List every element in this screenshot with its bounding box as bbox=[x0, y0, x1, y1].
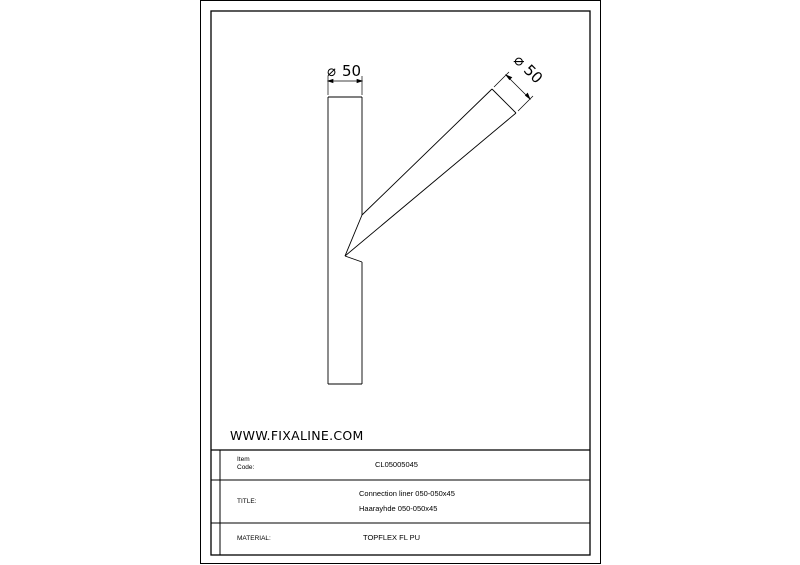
item-code-label-line1: Item bbox=[237, 456, 250, 463]
inner-border bbox=[211, 11, 590, 555]
website-url: WWW.FIXALINE.COM bbox=[230, 428, 364, 443]
vertical-pipe-diameter-symbol: ⌀ bbox=[327, 62, 337, 80]
title-line-2: Haarayhde 050-050x45 bbox=[359, 504, 438, 513]
item-code-label-line2: Code: bbox=[237, 464, 255, 471]
pipe-outline bbox=[328, 89, 516, 384]
branch-diameter-label bbox=[510, 51, 546, 87]
item-code-label bbox=[237, 456, 254, 472]
material-value: TOPFLEX FL PU bbox=[363, 533, 421, 542]
outer-border bbox=[201, 1, 601, 564]
branch-diameter-symbol: ⌀ bbox=[510, 51, 530, 71]
item-code-value: CL05005045 bbox=[375, 460, 418, 469]
title-label: TITLE: bbox=[237, 498, 257, 505]
vertical-pipe-diameter-value: 50 bbox=[342, 62, 362, 80]
title-line-1: Connection liner 050-050x45 bbox=[359, 489, 455, 498]
material-label: MATERIAL: bbox=[237, 535, 271, 542]
branch-diameter-value: 50 bbox=[520, 61, 547, 88]
